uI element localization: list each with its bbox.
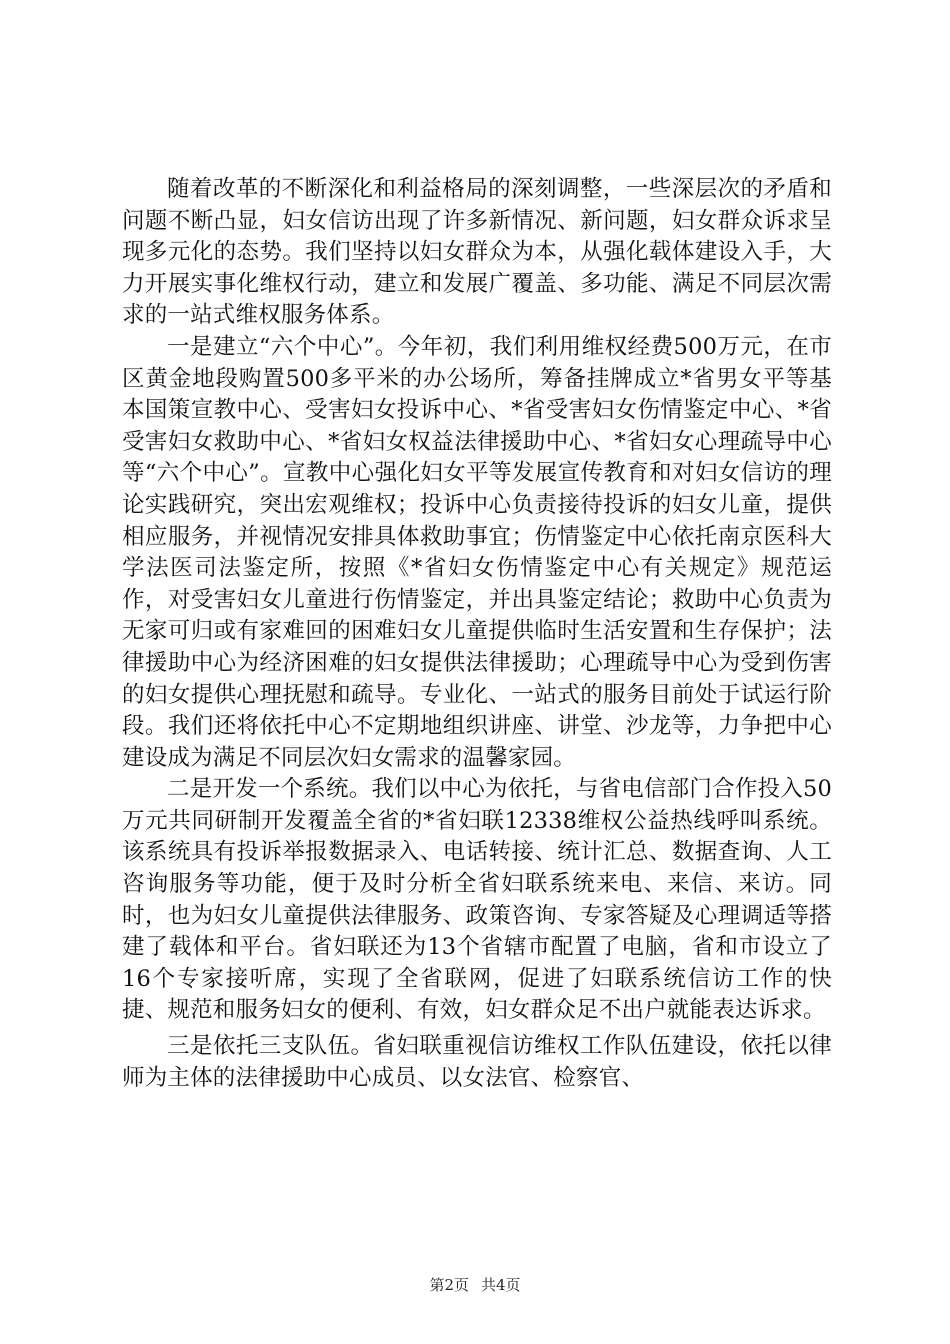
page-footer — [0, 1274, 950, 1295]
paragraph-three-teams: 三是依托三支队伍。省妇联重视信访维权工作队伍建设，依托以律师为主体的法律援助中心成员、以女法官、检察官、 — [122, 1033, 832, 1091]
page-number: 第2页 — [429, 1276, 469, 1294]
paragraph-six-centers: 一是建立“六个中心”。今年初，我们利用维权经费500万元，在市区黄金地段购置500多平米的办公场所，筹备挂牌成立*省男女平等基本国策宣教中心、受害妇女投诉中心、*省受害妇女伤情鉴定中心、*省受害妇女救助中心、*省妇女权益法律援助中心、*省妇女心理疏导中心等“六个中心”。宣教中心强化妇女平等发展宣传教育和对妇女信访的理论实践研究，突出宏观维权；投诉中心负责接待投诉的妇女儿童，提供相应服务，并视情况安排具体救助事宜；伤情鉴定中心依托南京医科大学法医司法鉴定所，按照《*省妇女伤情鉴定中心有关规定》规范运作，对受害妇女儿童进行伤情鉴定，并出具鉴定结论；救助中心负责为无家可归或有家难回的困难妇女儿童提供临时生活安置和生存保护；法律援助中心为经济困难的妇女提供法律援助；心理疏导中心为受到伤害的妇女提供心理抚慰和疏导。专业化、一站式的服务目前处于试运行阶段。我们还将依托中心不定期地组织讲座、讲堂、沙龙等，力争把中心建设成为满足不同层次妇女需求的温馨家园。 — [122, 333, 832, 771]
paragraph-one-system: 二是开发一个系统。我们以中心为依托，与省电信部门合作投入50万元共同研制开发覆盖全省的*省妇联12338维权公益热线呼叫系统。该系统具有投诉举报数据录入、电话转接、统计汇总、数据查询、人工咨询服务等功能，便于及时分析全省妇联系统来电、来信、来访。同时，也为妇女儿童提供法律服务、政策咨询、专家答疑及心理调适等搭建了载体和平台。省妇联还为13个省辖市配置了电脑，省和市设立了16个专家接听席，实现了全省联网，促进了妇联系统信访工作的快捷、规范和服务妇女的便利、有效，妇女群众足不出户就能表达诉求。 — [122, 776, 832, 1024]
document-body — [122, 174, 832, 1094]
paragraph-intro: 随着改革的不断深化和利益格局的深刻调整，一些深层次的矛盾和问题不断凸显，妇女信访出现了许多新情况、新问题，妇女群众诉求呈现多元化的态势。我们坚持以妇女群众为本，从强化载体建设入手，大力开展实事化维权行动，建立和发展广覆盖、多功能、满足不同层次需求的一站式维权服务体系。 — [122, 176, 832, 329]
page-total: 共4页 — [481, 1276, 521, 1294]
